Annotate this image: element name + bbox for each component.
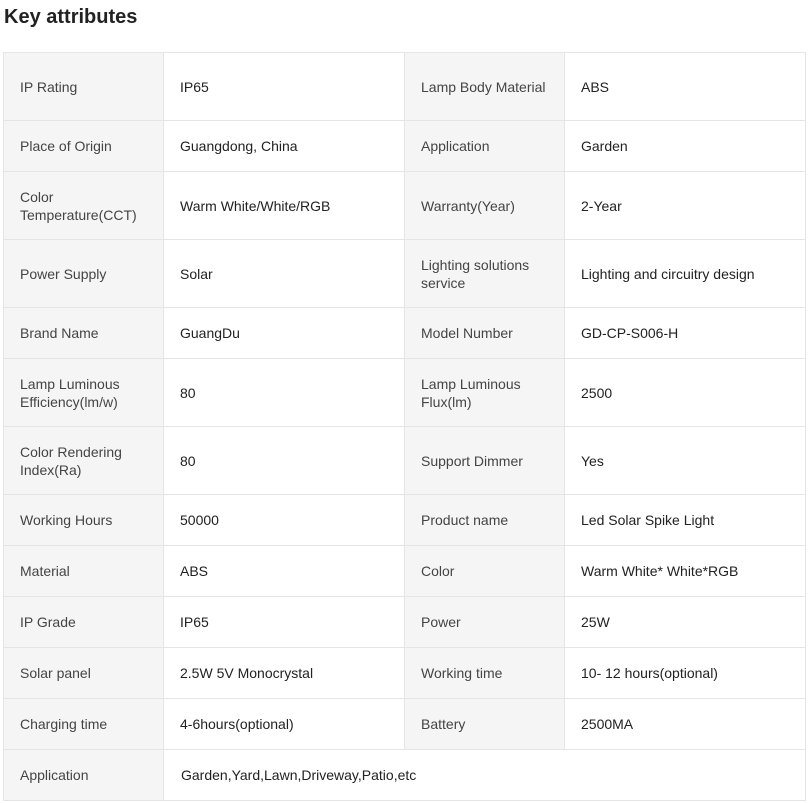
attribute-value: Warm White* White*RGB [565,546,806,597]
table-row [4,308,806,359]
attribute-value: 2500MA [565,699,806,750]
attribute-label: Power Supply [4,240,164,308]
attribute-value: IP65 [164,53,405,121]
attribute-label: Solar panel [4,648,164,699]
attribute-label: Color Temperature(CCT) [4,172,164,240]
attribute-label: IP Grade [4,597,164,648]
table-row [4,172,806,240]
attribute-label: Color Rendering Index(Ra) [4,427,164,495]
attribute-value: Led Solar Spike Light [565,495,806,546]
attribute-value: Garden [565,121,806,172]
attribute-value: Lighting and circuitry design [565,240,806,308]
attribute-value: ABS [565,53,806,121]
table-row [4,546,806,597]
attribute-label: Model Number [405,308,565,359]
attribute-value: ABS [164,546,405,597]
page-title: Key attributes [4,6,138,28]
attribute-value: Garden,Yard,Lawn,Driveway,Patio,etc [164,750,806,801]
attribute-label: Charging time [4,699,164,750]
attribute-value: 4-6hours(optional) [164,699,405,750]
attribute-label: Power [405,597,565,648]
attribute-label: IP Rating [4,53,164,121]
table-row [4,121,806,172]
table-row [4,240,806,308]
attribute-value: GD-CP-S006-H [565,308,806,359]
attribute-value: 80 [164,359,405,427]
attribute-label: Support Dimmer [405,427,565,495]
attribute-label: Lamp Luminous Flux(lm) [405,359,565,427]
attribute-label: Working Hours [4,495,164,546]
attribute-value: 2.5W 5V Monocrystal [164,648,405,699]
attribute-value: 80 [164,427,405,495]
attribute-label: Color [405,546,565,597]
attribute-label: Lighting solutions service [405,240,565,308]
attribute-label: Material [4,546,164,597]
table-row [4,427,806,495]
attribute-label: Lamp Body Material [405,53,565,121]
attribute-value: 25W [565,597,806,648]
table-row [4,359,806,427]
attribute-label: Application [4,750,164,801]
attribute-value: Yes [565,427,806,495]
table-row [4,495,806,546]
key-attributes-table [3,52,806,801]
attribute-label: Brand Name [4,308,164,359]
attribute-value: GuangDu [164,308,405,359]
attribute-label: Place of Origin [4,121,164,172]
attribute-label: Working time [405,648,565,699]
attribute-label: Application [405,121,565,172]
table-row [4,648,806,699]
attribute-value: Guangdong, China [164,121,405,172]
attribute-value: IP65 [164,597,405,648]
table-row [4,597,806,648]
attribute-value: 50000 [164,495,405,546]
attribute-label: Battery [405,699,565,750]
attribute-value: Warm White/White/RGB [164,172,405,240]
attribute-label: Lamp Luminous Efficiency(lm/w) [4,359,164,427]
attribute-value: Solar [164,240,405,308]
attribute-value: 2-Year [565,172,806,240]
attribute-value: 10- 12 hours(optional) [565,648,806,699]
table-row [4,750,806,801]
attribute-label: Warranty(Year) [405,172,565,240]
table-row [4,699,806,750]
attribute-label: Product name [405,495,565,546]
table-row [4,53,806,121]
attribute-value: 2500 [565,359,806,427]
